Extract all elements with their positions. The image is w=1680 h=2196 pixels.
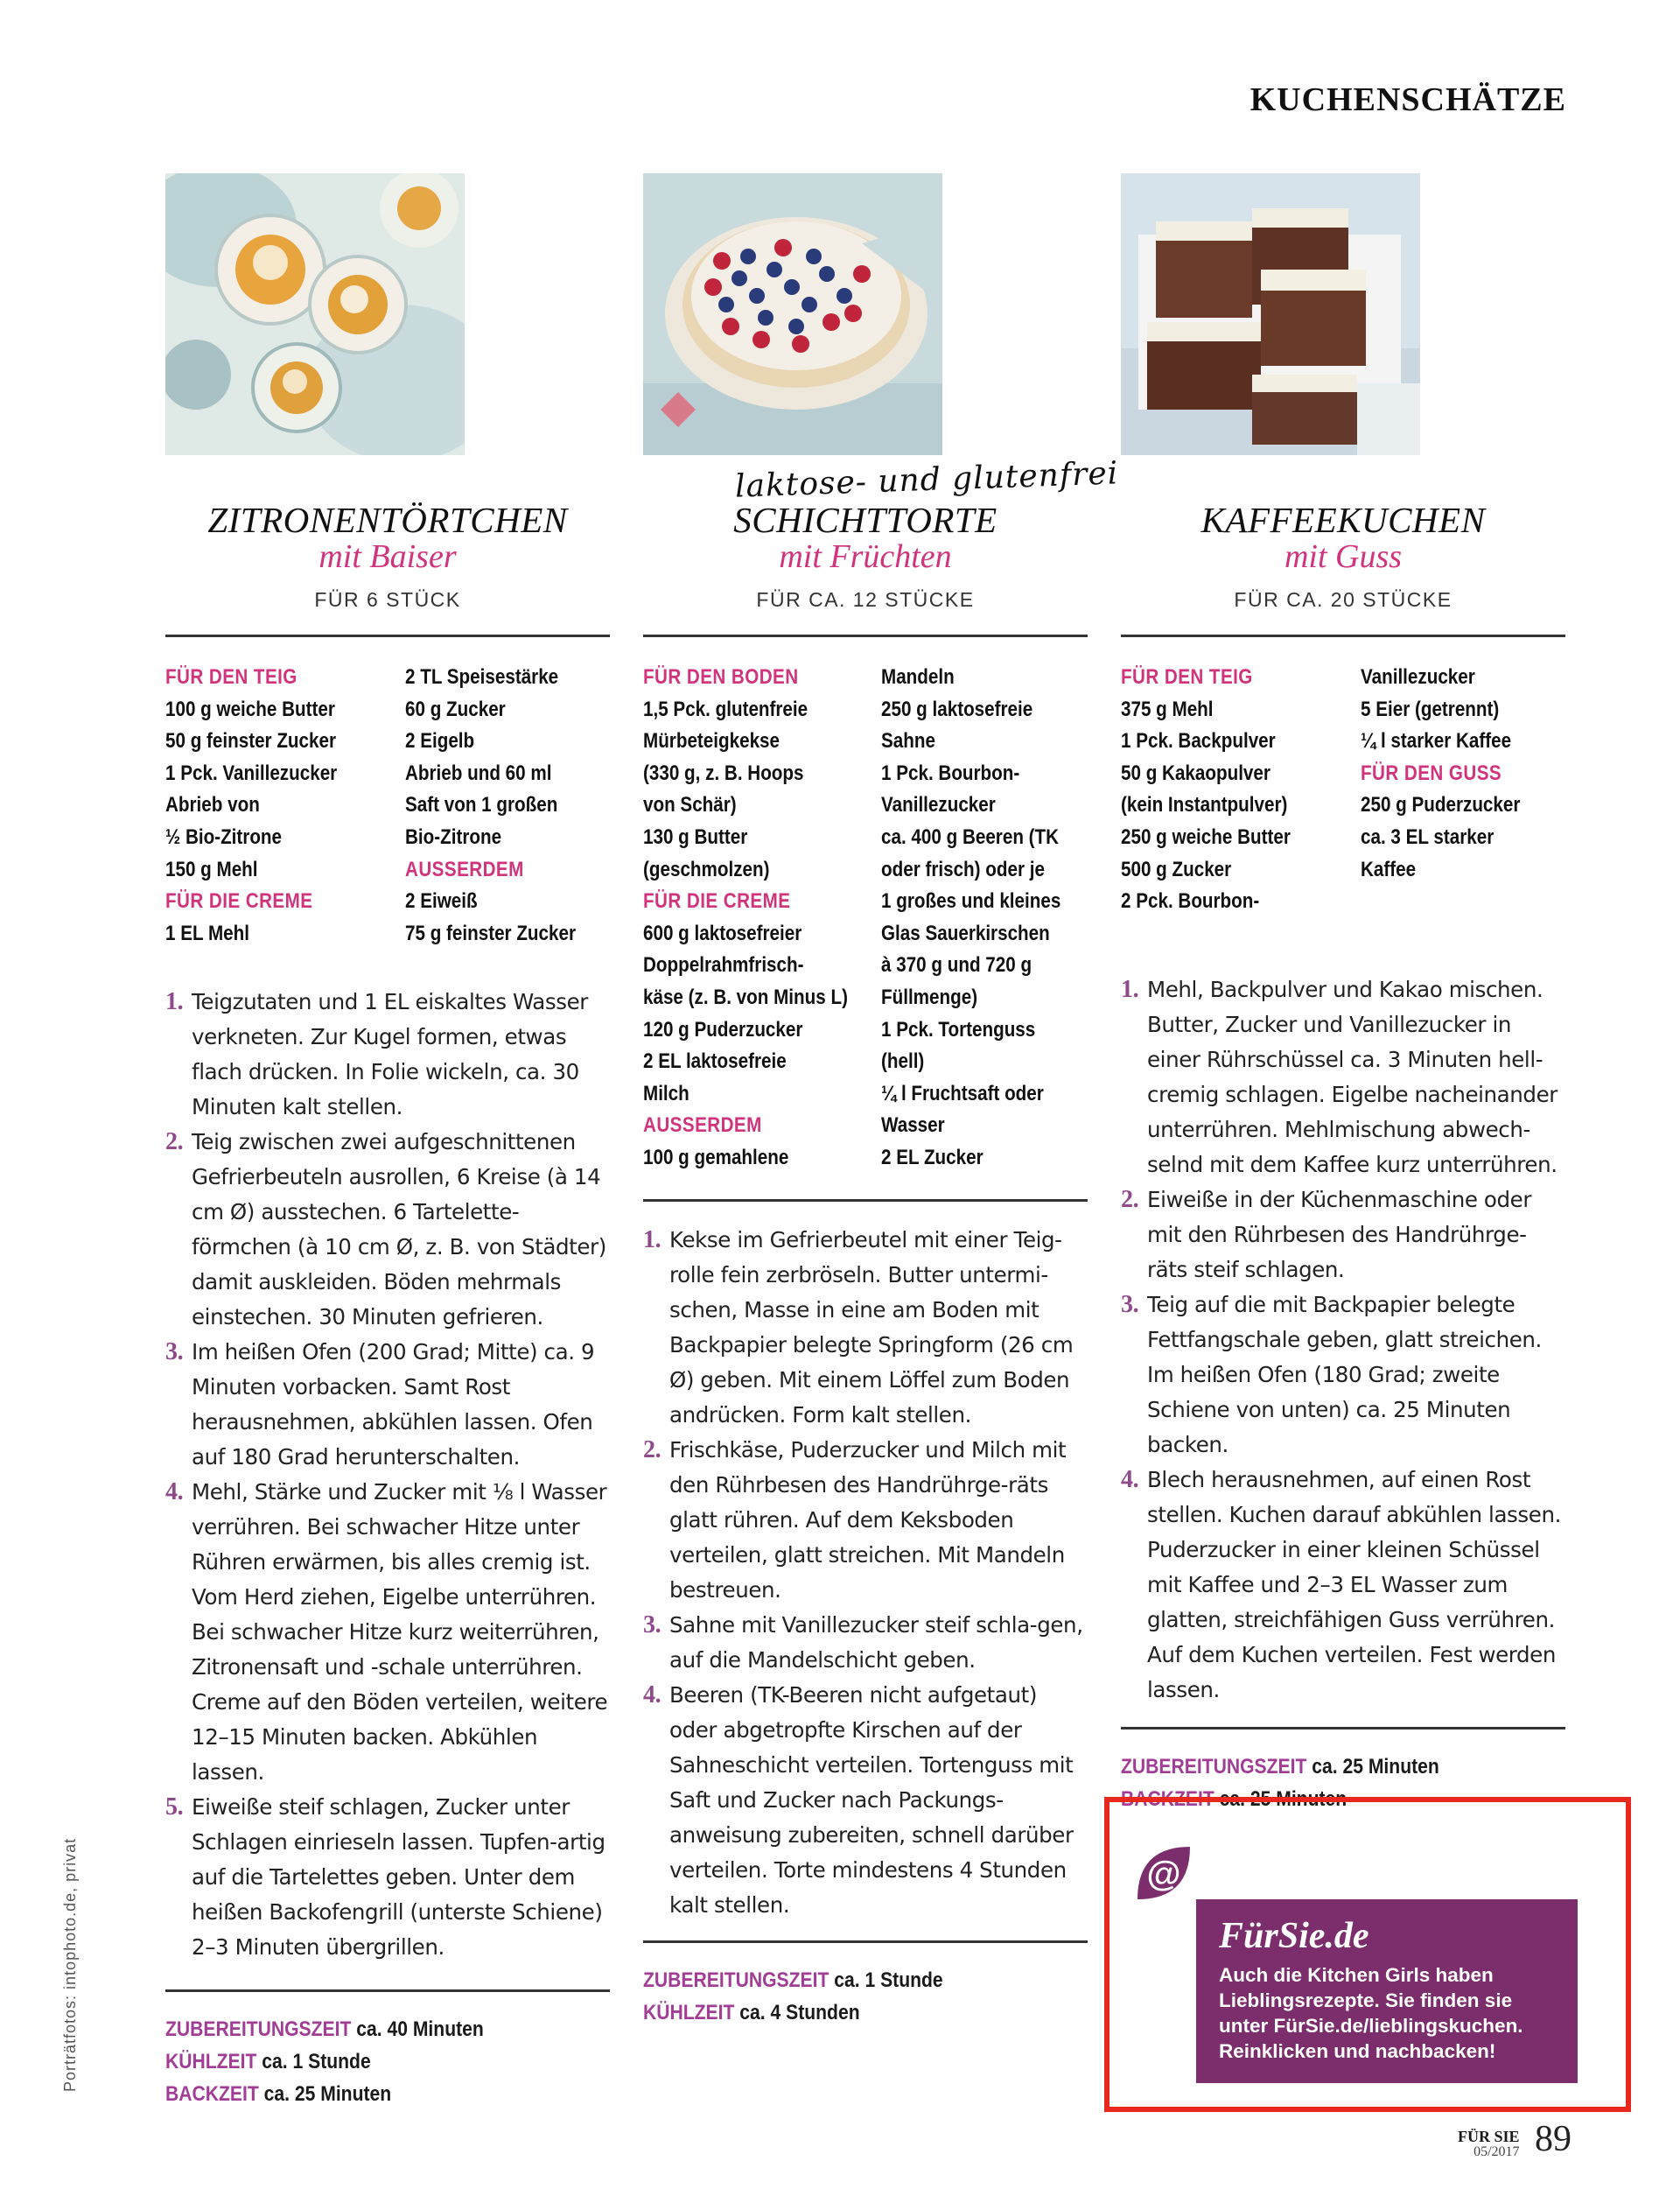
- ingredient-item: Abrieb und 60 ml: [405, 761, 552, 785]
- timing-value: ca. 25 Minuten: [1214, 1786, 1348, 1811]
- recipe-step: [1121, 972, 1565, 1182]
- timings: [643, 1964, 1034, 2029]
- divider: [1121, 635, 1565, 637]
- recipe-step: [165, 985, 610, 1125]
- ingredient-heading: FÜR DEN GUSS: [1361, 761, 1502, 785]
- promo-box[interactable]: [1196, 1899, 1578, 2083]
- ingredient-heading: AUSSERDEM: [405, 857, 524, 881]
- steps: [1121, 972, 1565, 1708]
- recipe-column-2: [643, 501, 1088, 2029]
- ingredient-heading: FÜR DIE CREME: [165, 889, 313, 914]
- ingredient-item: 2 Pck. Bourbon-: [1121, 889, 1260, 914]
- step-number: 1.: [1121, 975, 1139, 1003]
- recipe-subtitle: mit Guss: [1284, 538, 1403, 575]
- ingredient-item: Kaffee: [1361, 857, 1417, 881]
- divider: [643, 635, 1088, 637]
- step-text: Teig zwischen zwei aufgeschnittenen Gefrierbeuteln ausrollen, 6 Kreise (à 14 cm Ø) ausstechen. 6 Tartelette-förmchen (à 10 cm Ø, z. B. von Städter) damit auskleiden. Böden mehrmals einstechen. 30 Minuten gefrieren.: [192, 1129, 606, 1330]
- ingredient-item: Wasser: [881, 1113, 945, 1138]
- ingredient-item: 60 g Zucker: [405, 697, 506, 721]
- ingredients-right: [405, 662, 576, 950]
- layer-cake-photo: [643, 173, 942, 455]
- ingredient-item: 150 g Mehl: [165, 857, 258, 881]
- recipe-step: [165, 1790, 610, 1965]
- timing-value: ca. 25 Minuten: [258, 2082, 392, 2107]
- step-text: Sahne mit Vanillezucker steif schla-gen, auf die Mandelschicht geben.: [669, 1611, 1083, 1673]
- step-number: 4.: [165, 1478, 184, 1506]
- recipe-column-3: [1121, 501, 1565, 1815]
- promo-text: Auch die Kitchen Girls haben Lieblingsrezepte. Sie finden sie unter FürSie.de/lieblingskuchen. Reinklicken und nachbacken!: [1219, 1964, 1523, 2062]
- ingredient-item: 2 Eiweiß: [405, 889, 478, 914]
- timing-label: KÜHLZEIT: [643, 2000, 735, 2024]
- timing-line: [165, 2078, 556, 2110]
- svg-text:@: @: [1146, 1855, 1181, 1893]
- ingredient-item: 250 g Puderzucker: [1361, 793, 1521, 817]
- timing-label: ZUBEREITUNGSZEIT: [1121, 1754, 1307, 1779]
- at-icon: [1129, 1838, 1199, 1908]
- recipe-step: [643, 1433, 1088, 1608]
- step-text: Teigzutaten und 1 EL eiskaltes Wasser verkneten. Zur Kugel formen, etwas flach drücken. In Folie wickeln, ca. 30 Minuten kalt stellen.: [192, 989, 588, 1120]
- ingredient-item: à 370 g und 720 g: [881, 953, 1032, 978]
- ingredients-right: [881, 662, 1060, 1175]
- recipe-step: [165, 1125, 610, 1335]
- ingredient-item: 100 g weiche Butter: [165, 697, 335, 721]
- ingredient-heading: FÜR DEN BODEN: [643, 665, 799, 689]
- ingredient-item: Vanillezucker: [1361, 665, 1475, 689]
- ingredient-item: Bio-Zitrone: [405, 824, 502, 849]
- ingredient-item: 2 EL Zucker: [881, 1145, 984, 1169]
- ingredient-item: Sahne: [881, 729, 935, 754]
- photo-credit: Porträtfotos: intophoto.de, privat: [61, 1837, 79, 2092]
- step-number: 2.: [165, 1128, 184, 1156]
- ingredient-item: ca. 400 g Beeren (TK: [881, 824, 1060, 849]
- step-number: 3.: [1121, 1290, 1139, 1318]
- ingredient-item: oder frisch) oder je: [881, 857, 1046, 881]
- ingredients: [1121, 662, 1565, 918]
- step-number: 4.: [1121, 1465, 1139, 1493]
- ingredient-item: Vanillezucker: [881, 793, 996, 817]
- timing-line: [643, 1964, 1034, 1996]
- timing-label: ZUBEREITUNGSZEIT: [643, 1968, 830, 1992]
- ingredient-item: (330 g, z. B. Hoops: [643, 761, 804, 785]
- ingredient-item: 100 g gemahlene: [643, 1145, 789, 1169]
- divider: [643, 1940, 1088, 1943]
- ingredient-item: Füllmenge): [881, 985, 978, 1009]
- magazine-name: FÜR SIE: [1458, 2128, 1520, 2145]
- step-text: Eiweiße steif schlagen, Zucker unter Schlagen einrieseln lassen. Tupfen-artig auf die Tartelettes geben. Unter dem heißen Backofengrill (unterste Schiene) 2–3 Minuten übergrillen.: [192, 1794, 606, 1961]
- recipe-servings: FÜR 6 STÜCK: [314, 588, 461, 611]
- divider: [643, 1199, 1088, 1202]
- ingredient-heading: FÜR DEN TEIG: [165, 665, 298, 689]
- promo-brand[interactable]: FürSie.de: [1219, 1916, 1369, 1956]
- timing-label: BACKZEIT: [165, 2082, 259, 2107]
- step-number: 3.: [165, 1338, 184, 1366]
- ingredient-item: 2 TL Speisestärke: [405, 665, 559, 689]
- step-number: 3.: [643, 1610, 662, 1638]
- divider: [165, 1989, 610, 1992]
- ingredient-item: Mürbeteigkekse: [643, 729, 780, 754]
- step-text: Eiweiße in der Küchenmaschine oder mit den Rührbesen des Handrührge-räts steif schlagen.: [1147, 1186, 1532, 1282]
- ingredient-item: 1 Pck. Backpulver: [1121, 729, 1276, 754]
- recipe-title: ZITRONENTÖRTCHEN: [207, 500, 568, 540]
- ingredient-item: ¼ l starker Kaffee: [1361, 729, 1512, 754]
- ingredient-item: von Schär): [643, 793, 737, 817]
- ingredient-item: 250 g laktosefreie: [881, 697, 1033, 721]
- recipe-subtitle: mit Baiser: [318, 538, 457, 575]
- recipe-step: [1121, 1463, 1565, 1708]
- ingredient-item: (kein Instantpulver): [1121, 793, 1288, 817]
- ingredient-item: 1 Pck. Tortenguss: [881, 1017, 1036, 1042]
- ingredient-heading: FÜR DEN TEIG: [1121, 665, 1253, 689]
- timing-line: [1121, 1750, 1512, 1783]
- ingredient-item: 120 g Puderzucker: [643, 1017, 803, 1042]
- recipe-step: [643, 1608, 1088, 1678]
- ingredient-item: 1,5 Pck. glutenfreie: [643, 697, 808, 721]
- ingredients: [165, 662, 610, 950]
- ingredients-left: [643, 662, 848, 1175]
- handwritten-note: laktose- und glutenfrei: [734, 455, 1119, 505]
- step-number: 1.: [165, 988, 184, 1016]
- step-text: Frischkäse, Puderzucker und Milch mit den Rührbesen des Handrührge-räts glatt rühren. Auf dem Keksboden verteilen, glatt streichen. Mit Mandeln bestreuen.: [669, 1436, 1067, 1603]
- ingredient-item: 1 Pck. Bourbon-: [881, 761, 1020, 785]
- ingredient-item: ½ Bio-Zitrone: [165, 824, 283, 849]
- divider: [165, 635, 610, 637]
- recipe-step: [165, 1475, 610, 1790]
- lemon-tartlets-photo: [165, 173, 465, 455]
- step-text: Kekse im Gefrierbeutel mit einer Teig-rolle fein zerbröseln. Butter untermi-schen, Masse in eine am Boden mit Backpapier belegte Springform (26 cm Ø) geben. Mit einem Löffel zum Boden andrücken. Form kalt stellen.: [669, 1226, 1074, 1428]
- recipe-subtitle: mit Früchten: [779, 538, 952, 575]
- ingredient-item: 1 Pck. Vanillezucker: [165, 761, 338, 785]
- ingredients-right: [1361, 662, 1520, 918]
- step-number: 2.: [643, 1435, 662, 1463]
- ingredient-item: 2 Eigelb: [405, 729, 475, 754]
- ingredient-item: 75 g feinster Zucker: [405, 921, 577, 945]
- divider: [1121, 1727, 1565, 1729]
- recipe-step: [1121, 1287, 1565, 1463]
- ingredient-item: 2 EL laktosefreie: [643, 1049, 787, 1074]
- timing-line: [643, 1996, 1034, 2029]
- recipe-title: SCHICHTTORTE: [733, 500, 998, 540]
- step-number: 1.: [643, 1225, 662, 1253]
- timing-label: BACKZEIT: [1121, 1786, 1214, 1811]
- ingredient-item: (hell): [881, 1049, 925, 1074]
- timing-label: ZUBEREITUNGSZEIT: [165, 2017, 352, 2042]
- step-number: 4.: [643, 1680, 662, 1708]
- section-title: KUCHENSCHÄTZE: [1250, 81, 1566, 118]
- timing-value: ca. 25 Minuten: [1306, 1754, 1439, 1779]
- step-text: Mehl, Backpulver und Kakao mischen. Butter, Zucker und Vanillezucker in einer Rührschüssel ca. 3 Minuten hell-cremig schlagen. Eigelbe nacheinander unterrühren. Mehlmischung abwech-selnd mit dem Kaffee kurz unterrühren.: [1147, 976, 1558, 1177]
- issue-date: 05/2017: [1474, 2144, 1520, 2159]
- ingredient-item: Abrieb von: [165, 793, 260, 817]
- ingredient-item: Doppelrahmfrisch-: [643, 953, 804, 978]
- step-text: Im heißen Ofen (200 Grad; Mitte) ca. 9 Minuten vorbacken. Samt Rost herausnehmen, abkühlen lassen. Ofen auf 180 Grad herunterschalten.: [192, 1339, 595, 1470]
- ingredients-left: [1121, 662, 1327, 918]
- coffee-cake-photo: [1121, 173, 1420, 455]
- ingredient-item: 130 g Butter: [643, 824, 748, 849]
- recipe-step: [643, 1678, 1088, 1923]
- timing-value: ca. 1 Stunde: [829, 1968, 943, 1992]
- step-text: Teig auf die mit Backpapier belegte Fettfangschale geben, glatt streichen. Im heißen Ofen (180 Grad; zweite Schiene von unten) ca. 25 Minuten backen.: [1147, 1291, 1542, 1457]
- steps: [643, 1223, 1088, 1923]
- ingredients: [643, 662, 1088, 1175]
- recipe-step: [165, 1335, 610, 1475]
- ingredients-left: [165, 662, 372, 950]
- page-number: 89: [1535, 2119, 1572, 2159]
- recipe-step: [1121, 1182, 1565, 1287]
- step-text: Mehl, Stärke und Zucker mit ⅛ l Wasser verrühren. Bei schwacher Hitze unter Rühren erwärmen, bis alles cremig ist. Vom Herd ziehen, Eigelbe unterrühren. Bei schwacher Hitze kurz weiterrühren, Zitronensaft und -schale unterrühren. Creme auf den Böden verteilen, weitere 12–15 Minuten backen. Abkühlen lassen.: [192, 1479, 608, 1786]
- recipe-column-1: [165, 501, 610, 2110]
- recipe-servings: FÜR CA. 12 STÜCKE: [756, 588, 975, 611]
- timing-value: ca. 40 Minuten: [351, 2017, 484, 2042]
- timing-value: ca. 1 Stunde: [256, 2050, 371, 2074]
- ingredient-heading: FÜR DIE CREME: [643, 889, 791, 914]
- step-text: Beeren (TK-Beeren nicht aufgetaut) oder abgetropfte Kirschen auf der Sahneschicht verteilen. Tortenguss mit Saft und Zucker nach Packungs-anweisung zubereiten, schnell darüber verteilen. Torte mindestens 4 Stunden kalt stellen.: [669, 1681, 1074, 1918]
- timing-line: [165, 2013, 556, 2045]
- ingredient-item: käse (z. B. von Minus L): [643, 985, 848, 1009]
- timing-value: ca. 4 Stunden: [734, 2000, 860, 2024]
- ingredient-item: 1 großes und kleines: [881, 889, 1061, 914]
- recipe-title: KAFFEEKUCHEN: [1200, 500, 1486, 540]
- ingredient-item: 600 g laktosefreier: [643, 921, 802, 945]
- ingredient-item: Saft von 1 großen: [405, 793, 558, 817]
- ingredient-item: 1 EL Mehl: [165, 921, 249, 945]
- step-number: 5.: [165, 1793, 184, 1821]
- timings: [165, 2013, 556, 2110]
- ingredient-item: Mandeln: [881, 665, 955, 689]
- timing-line: [165, 2045, 556, 2078]
- ingredient-item: (geschmolzen): [643, 857, 770, 881]
- recipe-step: [643, 1223, 1088, 1433]
- ingredient-item: Glas Sauerkirschen: [881, 921, 1050, 945]
- ingredient-heading: AUSSERDEM: [643, 1113, 762, 1138]
- ingredient-item: 50 g Kakaopulver: [1121, 761, 1270, 785]
- ingredient-item: 500 g Zucker: [1121, 857, 1232, 881]
- timing-label: KÜHLZEIT: [165, 2050, 257, 2074]
- ingredient-item: 375 g Mehl: [1121, 697, 1214, 721]
- step-text: Blech herausnehmen, auf einen Rost stellen. Kuchen darauf abkühlen lassen. Puderzucker in einer kleinen Schüssel mit Kaffee und 2–3 EL Wasser zum glatten, streichfähigen Guss verrühren. Auf dem Kuchen verteilen. Fest werden lassen.: [1147, 1466, 1561, 1702]
- step-number: 2.: [1121, 1185, 1139, 1213]
- steps: [165, 985, 610, 1965]
- ingredient-item: ca. 3 EL starker: [1361, 824, 1494, 849]
- recipe-servings: FÜR CA. 20 STÜCKE: [1234, 588, 1452, 611]
- ingredient-item: 250 g weiche Butter: [1121, 824, 1291, 849]
- ingredient-item: ¼ l Fruchtsaft oder: [881, 1081, 1044, 1105]
- ingredient-item: 5 Eier (getrennt): [1361, 697, 1500, 721]
- ingredient-item: 50 g feinster Zucker: [165, 729, 337, 754]
- magazine-info: [1458, 2129, 1520, 2160]
- ingredient-item: Milch: [643, 1081, 690, 1105]
